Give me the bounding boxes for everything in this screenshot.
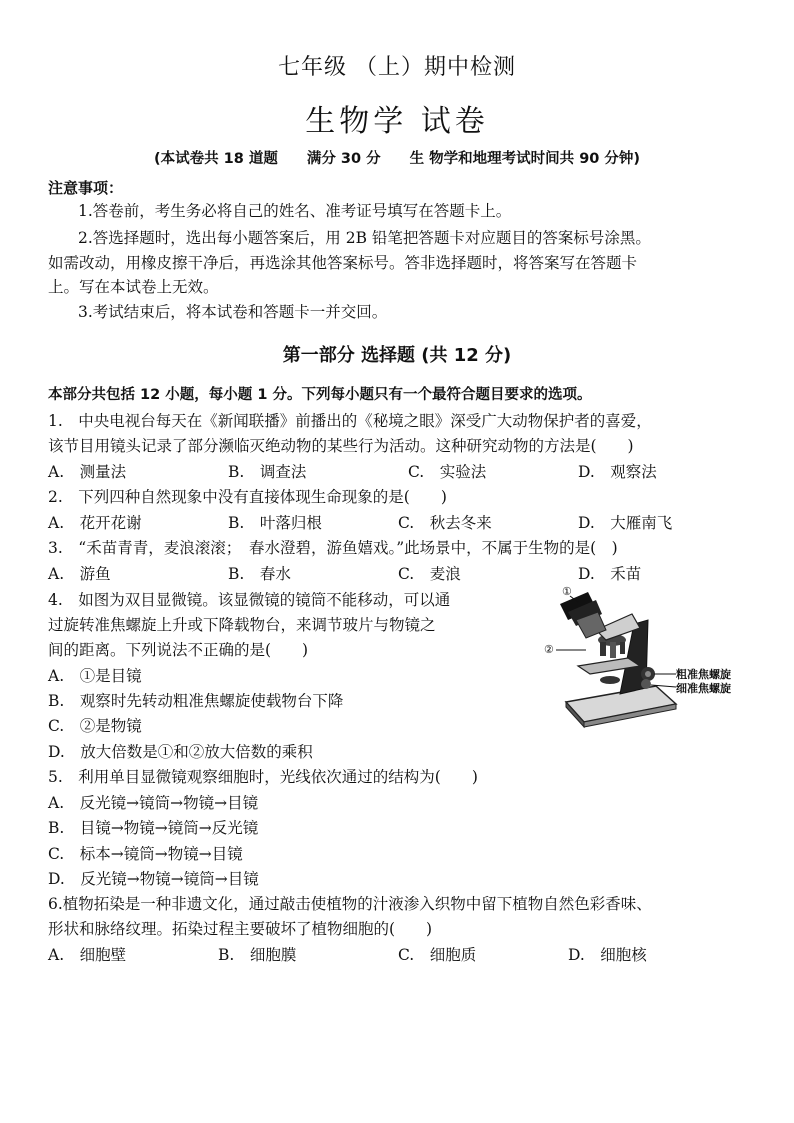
notice-line: 3.考试结束后，将本试卷和答题卡一并交回。 (78, 303, 388, 321)
question-6-line: 形状和脉络纹理。拓染过程主要破坏了植物细胞的( ) (48, 920, 433, 938)
question-1-option-a[interactable]: A. 测量法 (48, 463, 127, 481)
notice-heading: 注意事项： (48, 179, 124, 197)
question-2-option-c[interactable]: C. 秋去冬来 (398, 514, 492, 532)
question-3-line: 3. “禾苗青青，麦浪滚滚； 春水澄碧，游鱼嬉戏。”此场景中，不属于生物的是( ) (48, 539, 618, 557)
question-6-option-b[interactable]: B. 细胞膜 (218, 946, 297, 964)
question-5-option-c[interactable]: C. 标本→镜筒→物镜→目镜 (48, 845, 243, 863)
exam-info: (本试卷共 18 道题 满分 30 分 生 物学和地理考试时间共 90 分钟) (153, 151, 641, 167)
grade-title: 七年级 （上）期中检测 (278, 55, 516, 80)
figure-mark-2: ② (544, 643, 554, 656)
question-4-line: 间的距离。下列说法不正确的是( ) (48, 641, 309, 659)
question-2-option-a[interactable]: A. 花开花谢 (48, 514, 142, 532)
question-3-option-d[interactable]: D. 禾苗 (578, 565, 642, 583)
subject-title: 生物学 试卷 (305, 104, 489, 139)
question-4-line: 4. 如图为双目显微镜。该显微镜的镜筒不能移动，可以通 (48, 591, 451, 609)
question-6-option-a[interactable]: A. 细胞壁 (48, 946, 127, 964)
section-title: 第一部分 选择题 (共 12 分) (282, 345, 512, 366)
question-3-option-b[interactable]: B. 春水 (228, 565, 291, 583)
section-instruction: 本部分共包括 12 小题，每小题 1 分。下列每小题只有一个最符合题目要求的选项。 (48, 387, 592, 403)
question-3-option-c[interactable]: C. 麦浪 (398, 565, 461, 583)
question-1-option-c[interactable]: C. 实验法 (408, 463, 487, 481)
label-coarse-focus: 粗准焦螺旋 (676, 668, 731, 681)
question-4-option-b[interactable]: B. 观察时先转动粗准焦螺旋使载物台下降 (48, 692, 344, 710)
question-5-option-b[interactable]: B. 目镜→物镜→镜筒→反光镜 (48, 819, 259, 837)
question-5-option-d[interactable]: D. 反光镜→物镜→镜筒→目镜 (48, 870, 259, 888)
label-fine-focus: 细准焦螺旋 (676, 682, 731, 695)
question-1-line: 该节目用镜头记录了部分濒临灭绝动物的某些行为活动。这种研究动物的方法是( ) (48, 437, 634, 455)
notice-line: 1.答卷前，考生务必将自己的姓名、准考证号填写在答题卡上。 (78, 202, 512, 220)
notice-line: 如需改动，用橡皮擦干净后，再选涂其他答案标号。答非选择题时，将答案写在答题卡 (48, 254, 638, 272)
question-5-option-a[interactable]: A. 反光镜→镜筒→物镜→目镜 (48, 794, 259, 812)
notice-line: 上。写在本试卷上无效。 (48, 278, 219, 296)
question-2-option-d[interactable]: D. 大雁南飞 (578, 514, 673, 532)
question-1-option-d[interactable]: D. 观察法 (578, 463, 657, 481)
microscope-illustration (536, 584, 736, 734)
question-2-line: 2. 下列四种自然现象中没有直接体现生命现象的是( ) (48, 488, 447, 506)
question-3-option-a[interactable]: A. 游鱼 (48, 565, 111, 583)
question-1-line: 1. 中央电视台每天在《新闻联播》前播出的《秘境之眼》深受广大动物保护者的喜爱， (48, 412, 652, 430)
microscope-figure (536, 584, 736, 734)
question-4-option-a[interactable]: A. ①是目镜 (48, 667, 142, 685)
question-4-option-c[interactable]: C. ②是物镜 (48, 717, 142, 735)
question-2-option-b[interactable]: B. 叶落归根 (228, 514, 322, 532)
question-6-option-c[interactable]: C. 细胞质 (398, 946, 477, 964)
question-1-option-b[interactable]: B. 调查法 (228, 463, 307, 481)
figure-mark-1: ① (562, 585, 572, 598)
question-4-line: 过旋转准焦螺旋上升或下降载物台，来调节玻片与物镜之 (48, 616, 436, 634)
question-6-option-d[interactable]: D. 细胞核 (568, 946, 647, 964)
question-5-line: 5. 利用单目显微镜观察细胞时，光线依次通过的结构为( ) (48, 768, 478, 786)
question-4-option-d[interactable]: D. 放大倍数是①和②放大倍数的乘积 (48, 743, 313, 761)
notice-line: 2.答选择题时，选出每小题答案后，用 2B 铅笔把答题卡对应题目的答案标号涂黑。 (78, 229, 651, 247)
question-6-line: 6.植物拓染是一种非遗文化，通过敲击使植物的汁液渗入织物中留下植物自然色彩香味、 (48, 895, 652, 913)
